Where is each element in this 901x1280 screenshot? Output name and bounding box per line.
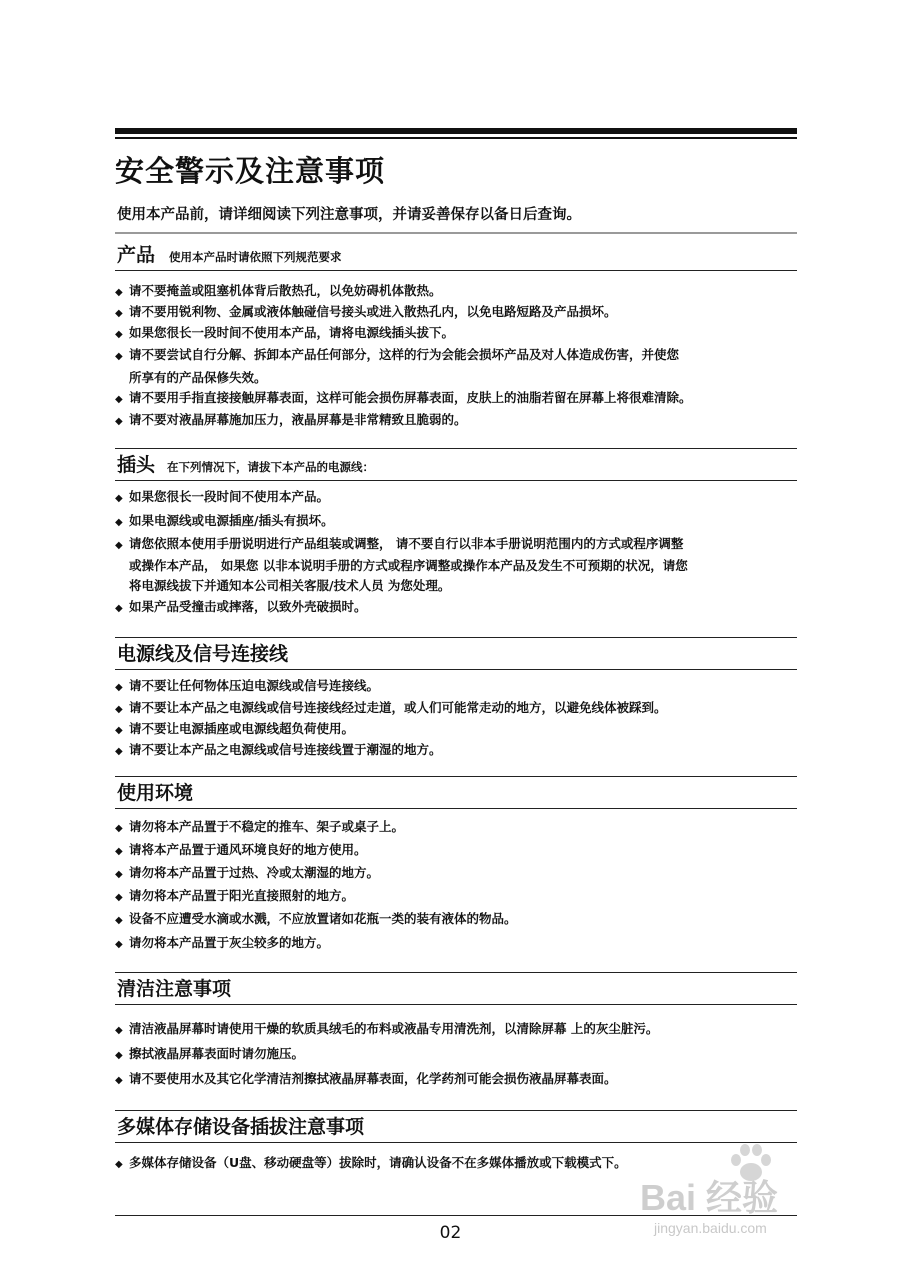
section-subheading: 使用本产品时请依照下列规范要求 (169, 250, 342, 264)
watermark-logo-text: Bai 经验 (640, 1177, 779, 1218)
diamond-bullet-icon: ◆ (115, 1050, 123, 1061)
list-item: ◆ 如果您很长一段时间不使用本产品。 (115, 486, 329, 509)
diamond-bullet-icon: ◆ (115, 394, 123, 405)
diamond-bullet-icon: ◆ (115, 1025, 123, 1036)
list-item: ◆ 请不要让本产品之电源线或信号连接线置于潮湿的地方。 (115, 739, 442, 762)
diamond-bullet-icon: ◆ (115, 329, 123, 340)
section-heading: 电源线及信号连接线 (117, 643, 289, 665)
list-item: ◆ 请勿将本产品置于不稳定的推车、架子或桌子上。 (115, 816, 404, 839)
section-header (115, 1112, 797, 1143)
diamond-bullet-icon: ◆ (115, 869, 123, 880)
section-plug (115, 450, 797, 614)
section-heading: 插头 (117, 454, 156, 476)
section-storage (115, 1112, 797, 1170)
section-heading: 清洁注意事项 (117, 978, 232, 1000)
list-item: ◆ 擦拭液晶屏幕表面时请勿施压。 (115, 1043, 304, 1066)
diamond-bullet-icon: ◆ (115, 725, 123, 736)
section-header (115, 778, 797, 809)
list-item: ◆ 如果产品受撞击或摔落，以致外壳破损时。 (115, 596, 367, 619)
intro-divider (115, 232, 797, 234)
section-heading: 产品 (117, 244, 156, 266)
list-item: ◆ 请将本产品置于通风环境良好的地方使用。 (115, 839, 367, 862)
diamond-bullet-icon: ◆ (115, 287, 123, 298)
diamond-bullet-icon: ◆ (115, 892, 123, 903)
section-cleaning (115, 974, 797, 1086)
section-top-rule (115, 1110, 797, 1111)
list-item: ◆ 请不要让任何物体压迫电源线或信号连接线。 (115, 675, 379, 698)
section-cables (115, 639, 797, 757)
section-header (115, 450, 797, 481)
diamond-bullet-icon: ◆ (115, 416, 123, 427)
diamond-bullet-icon: ◆ (115, 1075, 123, 1086)
list-item: ◆ 请不要尝试自行分解、拆卸本产品任何部分，这样的行为会能会损坏产品及对人体造成伤害，并使您 所享有的产品保修失效。 (115, 347, 680, 385)
list-item: ◆ 请不要掩盖或阻塞机体背后散热孔，以免妨碍机体散热。 (115, 280, 442, 303)
diamond-bullet-icon: ◆ (115, 351, 123, 362)
list-item: ◆ 请不要使用水及其它化学清洁剂擦拭液晶屏幕表面，化学药剂可能会损伤液晶屏幕表面。 (115, 1068, 617, 1091)
diamond-bullet-icon: ◆ (115, 308, 123, 319)
diamond-bullet-icon: ◆ (115, 939, 123, 950)
page-title: 安全警示及注意事项 (115, 154, 386, 188)
diamond-bullet-icon: ◆ (115, 540, 123, 551)
top-rule (115, 128, 797, 134)
list-item: ◆ 请勿将本产品置于阳光直接照射的地方。 (115, 885, 354, 908)
intro-text: 使用本产品前，请详细阅读下列注意事项，并请妥善保存以备日后查询。 (117, 207, 581, 223)
diamond-bullet-icon: ◆ (115, 603, 123, 614)
section-heading: 使用环境 (117, 782, 194, 804)
section-header (115, 240, 797, 271)
diamond-bullet-icon: ◆ (115, 493, 123, 504)
watermark-url: jingyan.baidu.com (654, 1220, 767, 1236)
diamond-bullet-icon: ◆ (115, 846, 123, 857)
diamond-bullet-icon: ◆ (115, 1159, 123, 1170)
baidu-jingyan-watermark (640, 1142, 840, 1252)
list-item: ◆ 请勿将本产品置于灰尘较多的地方。 (115, 932, 329, 955)
diamond-bullet-icon: ◆ (115, 823, 123, 834)
diamond-bullet-icon: ◆ (115, 682, 123, 693)
section-top-rule (115, 972, 797, 973)
section-top-rule (115, 776, 797, 777)
diamond-bullet-icon: ◆ (115, 915, 123, 926)
list-item: ◆ 如果电源线或电源插座/插头有损坏。 (115, 510, 334, 533)
list-item: ◆ 清洁液晶屏幕时请使用干燥的软质具绒毛的布料或液晶专用清洗剂，以清除屏幕 上的灰尘脏污。 (115, 1018, 658, 1041)
list-item: ◆ 请不要用锐利物、金属或液体触碰信号接头或进入散热孔内，以免电路短路及产品损坏。 (115, 301, 617, 324)
list-item: ◆ 设备不应遭受水滴或水溅，不应放置诸如花瓶一类的装有液体的物品。 (115, 908, 517, 931)
section-environment (115, 778, 797, 950)
diamond-bullet-icon: ◆ (115, 704, 123, 715)
list-item: ◆ 请不要对液晶屏幕施加压力，液晶屏幕是非常精致且脆弱的。 (115, 409, 467, 432)
diamond-bullet-icon: ◆ (115, 517, 123, 528)
list-item: ◆ 如果您很长一段时间不使用本产品，请将电源线插头拔下。 (115, 322, 454, 345)
section-header (115, 974, 797, 1005)
list-item: ◆ 请不要用手指直接接触屏幕表面，这样可能会损伤屏幕表面，皮肤上的油脂若留在屏幕上将很难清除。 (115, 387, 692, 410)
list-item: ◆ 请勿将本产品置于过热、冷或太潮湿的地方。 (115, 862, 379, 885)
list-item: ◆ 请不要让本产品之电源线或信号连接线经过走道，或人们可能常走动的地方，以避免线体被踩到。 (115, 697, 667, 720)
list-item: ◆ 请您依照本使用手册说明进行产品组装或调整， 请不要自行以非本手册说明范围内的方式或程序调整 或操作本产品， 如果您 以非本说明手册的方式或程序调整或操作本产品及发生不可预期的状况，请您 将电源线拔下并通知本公司相关客服/技术人员 为您处理。 (115, 536, 688, 593)
section-subheading: 在下列情况下，请拔下本产品的电源线： (167, 460, 374, 474)
list-item: ◆ 多媒体存储设备（U盘、移动硬盘等）拔除时，请确认设备不在多媒体播放或下载模式下。 (115, 1152, 627, 1175)
top-rule-thin (115, 137, 797, 139)
section-heading: 多媒体存储设备插拔注意事项 (117, 1116, 365, 1138)
section-product (115, 240, 797, 427)
list-item: ◆ 请不要让电源插座或电源线超负荷使用。 (115, 718, 354, 741)
page-number: 02 (439, 1223, 462, 1243)
section-top-rule (115, 637, 797, 638)
section-top-rule (115, 448, 797, 449)
diamond-bullet-icon: ◆ (115, 746, 123, 757)
section-header (115, 639, 797, 670)
